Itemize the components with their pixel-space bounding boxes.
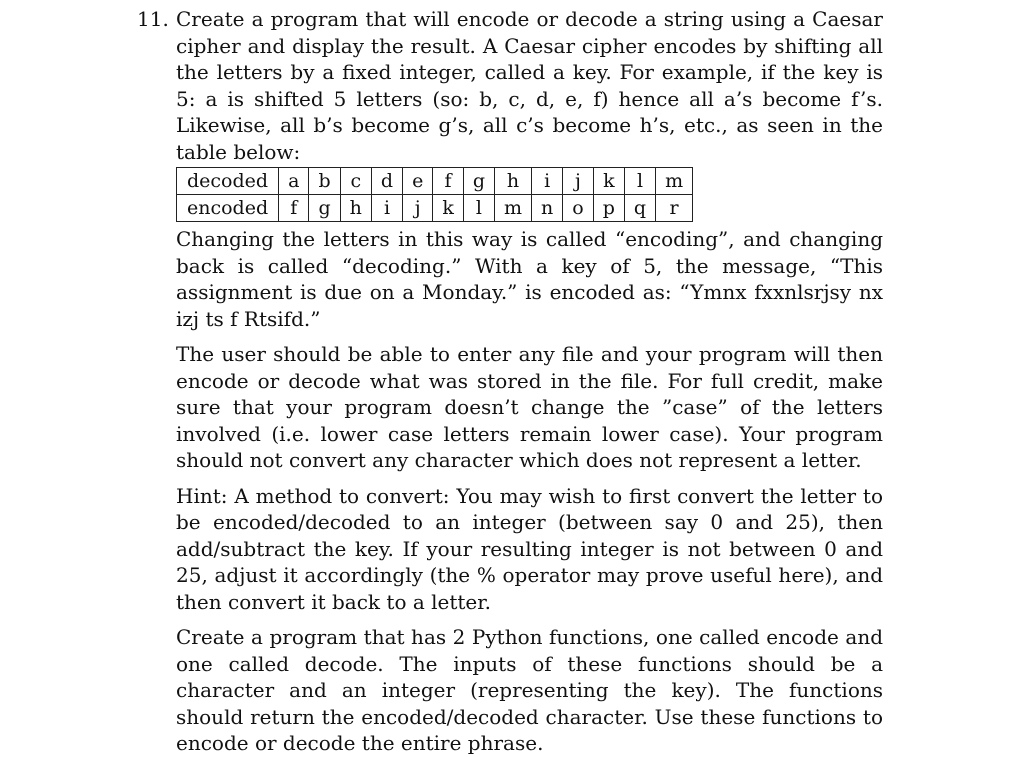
cipher-cell: h — [495, 168, 532, 195]
cipher-cell: j — [563, 168, 593, 195]
cipher-row-encoded — [177, 195, 693, 222]
cipher-cell: f — [279, 195, 309, 222]
cipher-cell: m — [495, 195, 532, 222]
cipher-cell: j — [403, 195, 433, 222]
hint-paragraph: Hint: A method to convert: You may wish to first convert the letter to be encoded/decoded to an integer (between say 0 and 25), then add/subtract the key. If your resulting integer is not between 0 and 25, adjust it accordingly (the % operator may prove useful here), and then convert it back to a letter. — [176, 483, 883, 614]
encoding-paragraph: Changing the letters in this way is called “encoding”, and changing back is called “decoding.” With a key of 5, the message, “This assignment is due on a Monday.” is encoded as: “Ymnx fxxnlsrjsy nx izj ts f Rtsifd.” — [176, 227, 883, 331]
cipher-table — [176, 167, 693, 222]
cipher-cell: l — [463, 195, 494, 222]
cipher-cell: f — [433, 168, 464, 195]
cipher-cell: b — [309, 168, 340, 195]
cipher-cell: o — [563, 195, 593, 222]
cipher-cell: a — [279, 168, 309, 195]
cipher-cell: c — [340, 168, 371, 195]
cipher-cell: i — [371, 195, 402, 222]
cipher-cell: m — [656, 168, 693, 195]
problem-body — [176, 6, 883, 757]
cipher-cell: k — [433, 195, 464, 222]
functions-paragraph: Create a program that has 2 Python functions, one called encode and one called decode. The inputs of these functions should be a character and an integer (representing the key). The functions should return the encoded/decoded character. Use these functions to encode or decode the entire phrase. — [176, 625, 883, 755]
cipher-cell: i — [532, 168, 563, 195]
cipher-cell: e — [403, 168, 433, 195]
cipher-cell: g — [309, 195, 340, 222]
problem-number: 11. — [137, 7, 169, 31]
intro-paragraph: Create a program that will encode or decode a string using a Caesar cipher and display the result. A Caesar cipher encodes by shifting all the letters by a fixed integer, called a key. For example, if the key is 5: a is shifted 5 letters (so: b, c, d, e, f) hence all a’s become f’s. Likewise, all b’s become g’s, all c’s become h’s, etc., as seen in the table below: — [176, 7, 883, 164]
row-label: encoded — [177, 195, 279, 222]
cipher-cell: g — [463, 168, 494, 195]
row-label: decoded — [177, 168, 279, 195]
cipher-cell: r — [656, 195, 693, 222]
cipher-cell: d — [371, 168, 402, 195]
cipher-row-decoded — [177, 168, 693, 195]
cipher-cell: p — [593, 195, 624, 222]
cipher-cell: l — [624, 168, 655, 195]
cipher-cell: q — [624, 195, 655, 222]
file-input-paragraph: The user should be able to enter any file and your program will then encode or decode what was stored in the file. For full credit, make sure that your program doesn’t change the ”case” of the letters involved (i.e. lower case letters remain lower case). Your program should not convert any character which does not represent a letter. — [176, 342, 883, 472]
cipher-cell: k — [593, 168, 624, 195]
cipher-cell: h — [340, 195, 371, 222]
cipher-cell: n — [532, 195, 563, 222]
